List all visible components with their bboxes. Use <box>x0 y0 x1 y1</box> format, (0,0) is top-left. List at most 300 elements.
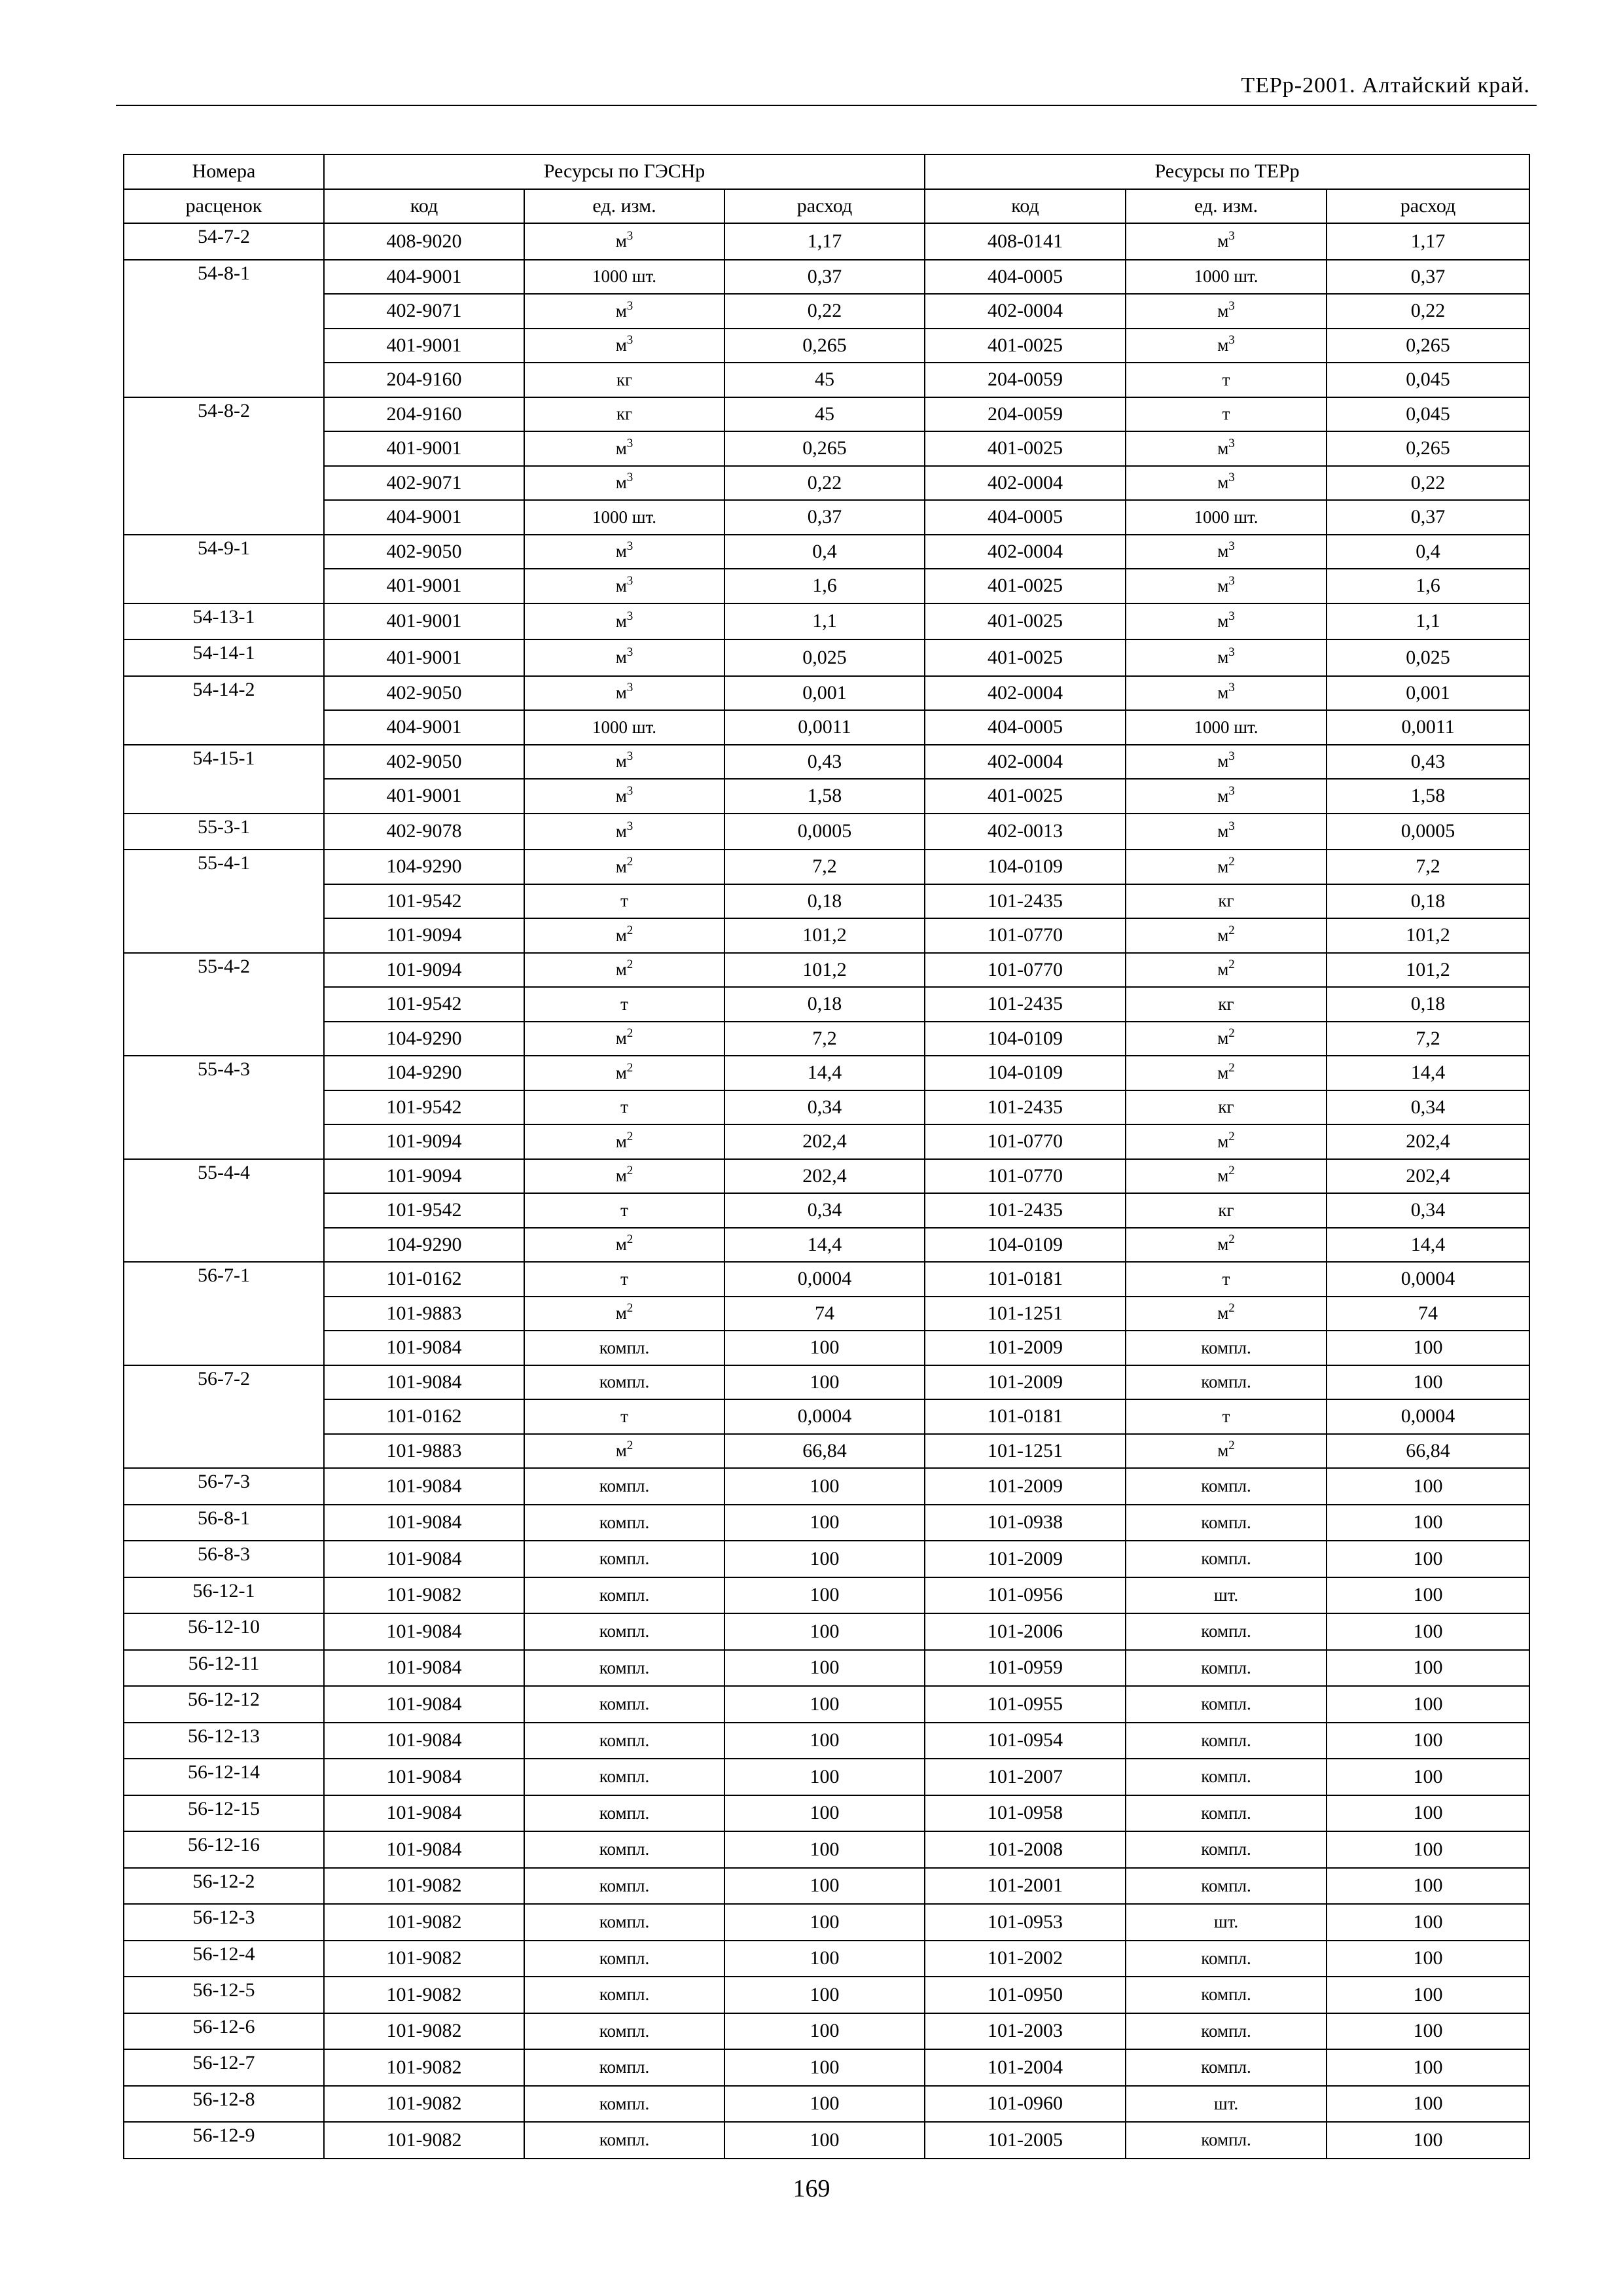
gesn-qty-cell: 0,37 <box>724 260 925 295</box>
ter-unit-cell: $м^2$ <box>1126 850 1327 884</box>
gesn-qty-cell: 100 <box>724 1650 925 1687</box>
ter-qty-cell: 100 <box>1327 2086 1529 2123</box>
ter-code-cell: 204-0059 <box>925 363 1126 397</box>
table-row <box>124 1228 1529 1263</box>
table-header <box>124 154 1529 223</box>
ter-code-cell: 101-0959 <box>925 1650 1126 1687</box>
gesn-unit-cell: компл. <box>524 2013 724 2050</box>
ter-code-cell: 401-0025 <box>925 569 1126 603</box>
gesn-qty-cell: 100 <box>724 1505 925 1541</box>
gesn-code-cell: 101-9542 <box>324 1090 524 1125</box>
ter-unit-cell: компл. <box>1126 1795 1327 1832</box>
gesn-unit-cell: $м^3$ <box>524 676 724 711</box>
gesn-code-cell: 104-9290 <box>324 850 524 884</box>
gesn-qty-cell: 100 <box>724 2086 925 2123</box>
gesn-code-cell: 404-9001 <box>324 500 524 535</box>
gesn-qty-cell: 100 <box>724 1759 925 1795</box>
gesn-qty-cell: 100 <box>724 1795 925 1832</box>
gesn-code-cell: 104-9290 <box>324 1022 524 1056</box>
ter-unit-cell: компл. <box>1126 1650 1327 1687</box>
gesn-qty-cell: 0,265 <box>724 431 925 466</box>
ter-unit-cell: $м^2$ <box>1126 953 1327 988</box>
ter-unit-cell: т <box>1126 363 1327 397</box>
rate-number-cell: 54-13-1 <box>124 603 324 640</box>
gesn-qty-cell: 14,4 <box>724 1056 925 1090</box>
ter-code-cell: 402-0004 <box>925 535 1126 569</box>
gesn-qty-cell: 101,2 <box>724 953 925 988</box>
rate-number-cell: 56-12-7 <box>124 2049 324 2086</box>
ter-qty-cell: 100 <box>1327 1613 1529 1650</box>
table-row <box>124 1977 1529 2013</box>
table-row <box>124 1297 1529 1331</box>
gesn-code-cell: 404-9001 <box>324 710 524 745</box>
rate-number-cell: 55-4-1 <box>124 850 324 953</box>
rate-number-header-bottom: расценок <box>124 189 324 224</box>
table-row <box>124 1262 1529 1297</box>
gesn-unit-cell: компл. <box>524 2086 724 2123</box>
gesn-qty-cell: 100 <box>724 1541 925 1577</box>
ter-code-cell: 404-0005 <box>925 260 1126 295</box>
ter-unit-cell: $м^3$ <box>1126 814 1327 850</box>
gesn-unit-cell: компл. <box>524 1505 724 1541</box>
gesn-code-cell: 402-9071 <box>324 466 524 501</box>
ter-code-cell: 401-0025 <box>925 329 1126 363</box>
gesn-qty-cell: 14,4 <box>724 1228 925 1263</box>
ter-code-cell: 402-0004 <box>925 466 1126 501</box>
gesn-code-header: код <box>324 189 524 224</box>
gesn-unit-cell: компл. <box>524 1831 724 1868</box>
gesn-unit-cell: компл. <box>524 2122 724 2159</box>
running-header: ТЕРр-2001. Алтайский край. <box>1241 73 1530 98</box>
gesn-group-header: Ресурсы по ГЭСНр <box>324 154 925 189</box>
ter-code-cell: 104-0109 <box>925 850 1126 884</box>
ter-unit-cell: т <box>1126 1399 1327 1434</box>
table-row <box>124 1650 1529 1687</box>
ter-code-cell: 101-0954 <box>925 1723 1126 1759</box>
gesn-code-cell: 402-9050 <box>324 745 524 780</box>
ter-code-cell: 401-0025 <box>925 431 1126 466</box>
gesn-qty-cell: 0,0011 <box>724 710 925 745</box>
table-row <box>124 918 1529 953</box>
gesn-unit-cell: т <box>524 987 724 1022</box>
gesn-qty-cell: 0,34 <box>724 1090 925 1125</box>
rate-number-cell: 56-12-9 <box>124 2122 324 2159</box>
gesn-unit-cell: $м^2$ <box>524 1434 724 1469</box>
ter-qty-cell: 100 <box>1327 1904 1529 1941</box>
rate-number-cell: 56-12-8 <box>124 2086 324 2123</box>
gesn-qty-cell: 0,18 <box>724 884 925 919</box>
gesn-unit-cell: 1000 шт. <box>524 260 724 295</box>
gesn-code-cell: 101-9094 <box>324 918 524 953</box>
table-row <box>124 603 1529 640</box>
ter-unit-cell: $м^3$ <box>1126 294 1327 329</box>
gesn-unit-cell: компл. <box>524 1686 724 1723</box>
ter-qty-cell: 101,2 <box>1327 953 1529 988</box>
gesn-code-cell: 101-9082 <box>324 2049 524 2086</box>
table-row <box>124 1541 1529 1577</box>
ter-unit-cell: кг <box>1126 884 1327 919</box>
gesn-code-cell: 101-9082 <box>324 2086 524 2123</box>
gesn-unit-cell: $м^3$ <box>524 466 724 501</box>
ter-qty-cell: 0,045 <box>1327 397 1529 432</box>
ter-code-cell: 402-0013 <box>925 814 1126 850</box>
gesn-unit-cell: $м^3$ <box>524 294 724 329</box>
gesn-qty-cell: 0,001 <box>724 676 925 711</box>
table-row <box>124 1795 1529 1832</box>
ter-unit-cell: т <box>1126 397 1327 432</box>
gesn-unit-cell: $м^2$ <box>524 1297 724 1331</box>
ter-code-cell: 104-0109 <box>925 1056 1126 1090</box>
ter-qty-cell: 100 <box>1327 1541 1529 1577</box>
gesn-qty-cell: 0,0004 <box>724 1399 925 1434</box>
gesn-unit-cell: $м^3$ <box>524 431 724 466</box>
ter-qty-cell: 1,6 <box>1327 569 1529 603</box>
gesn-qty-cell: 0,0005 <box>724 814 925 850</box>
gesn-code-cell: 101-9084 <box>324 1541 524 1577</box>
ter-code-cell: 101-1251 <box>925 1297 1126 1331</box>
ter-qty-cell: 0,0004 <box>1327 1262 1529 1297</box>
gesn-unit-cell: компл. <box>524 2049 724 2086</box>
table-row <box>124 500 1529 535</box>
ter-qty-cell: 0,18 <box>1327 987 1529 1022</box>
gesn-code-cell: 401-9001 <box>324 779 524 814</box>
gesn-code-cell: 101-9883 <box>324 1297 524 1331</box>
ter-qty-cell: 0,34 <box>1327 1193 1529 1228</box>
ter-code-cell: 402-0004 <box>925 676 1126 711</box>
gesn-code-cell: 101-9094 <box>324 953 524 988</box>
gesn-qty-cell: 202,4 <box>724 1159 925 1194</box>
ter-code-cell: 101-2006 <box>925 1613 1126 1650</box>
gesn-unit-cell: компл. <box>524 1577 724 1614</box>
ter-code-cell: 401-0025 <box>925 779 1126 814</box>
gesn-unit-cell: $м^2$ <box>524 1124 724 1159</box>
rate-number-cell: 56-12-12 <box>124 1686 324 1723</box>
ter-qty-cell: 0,34 <box>1327 1090 1529 1125</box>
rate-number-cell: 56-12-6 <box>124 2013 324 2050</box>
ter-code-cell: 101-2009 <box>925 1468 1126 1505</box>
ter-qty-cell: 0,265 <box>1327 329 1529 363</box>
gesn-qty-cell: 0,43 <box>724 745 925 780</box>
gesn-unit-cell: $м^3$ <box>524 329 724 363</box>
table-row <box>124 2013 1529 2050</box>
ter-qty-cell: 100 <box>1327 1650 1529 1687</box>
rate-number-cell: 56-7-3 <box>124 1468 324 1505</box>
rate-number-cell: 56-7-1 <box>124 1262 324 1365</box>
gesn-unit-cell: компл. <box>524 1904 724 1941</box>
table-row <box>124 1365 1529 1400</box>
ter-unit-cell: $м^3$ <box>1126 745 1327 780</box>
ter-unit-cell: $м^3$ <box>1126 535 1327 569</box>
rate-number-cell: 56-12-1 <box>124 1577 324 1614</box>
gesn-qty-cell: 100 <box>724 1577 925 1614</box>
gesn-code-cell: 101-9084 <box>324 1650 524 1687</box>
ter-code-cell: 401-0025 <box>925 639 1126 676</box>
table-row <box>124 710 1529 745</box>
rate-number-cell: 54-8-2 <box>124 397 324 535</box>
ter-qty-cell: 1,17 <box>1327 223 1529 260</box>
gesn-unit-cell: 1000 шт. <box>524 710 724 745</box>
rate-number-cell: 54-14-2 <box>124 676 324 745</box>
ter-unit-cell: кг <box>1126 1090 1327 1125</box>
gesn-code-cell: 101-9094 <box>324 1124 524 1159</box>
ter-unit-cell: компл. <box>1126 2049 1327 2086</box>
ter-code-cell: 402-0004 <box>925 745 1126 780</box>
gesn-qty-cell: 100 <box>724 1868 925 1905</box>
ter-unit-cell: $м^2$ <box>1126 1022 1327 1056</box>
ter-unit-cell: 1000 шт. <box>1126 710 1327 745</box>
gesn-qty-cell: 45 <box>724 397 925 432</box>
gesn-unit-cell: т <box>524 1090 724 1125</box>
table-row <box>124 329 1529 363</box>
gesn-unit-cell: компл. <box>524 1365 724 1400</box>
ter-unit-cell: $м^2$ <box>1126 1056 1327 1090</box>
ter-code-cell: 101-0953 <box>925 1904 1126 1941</box>
ter-qty-cell: 100 <box>1327 1686 1529 1723</box>
gesn-code-cell: 101-9082 <box>324 1577 524 1614</box>
ter-unit-cell: компл. <box>1126 1686 1327 1723</box>
gesn-code-cell: 101-9084 <box>324 1505 524 1541</box>
table-row <box>124 1904 1529 1941</box>
gesn-code-cell: 402-9071 <box>324 294 524 329</box>
ter-unit-cell: $м^3$ <box>1126 676 1327 711</box>
gesn-unit-cell: $м^2$ <box>524 1228 724 1263</box>
ter-code-cell: 101-2009 <box>925 1365 1126 1400</box>
rate-number-cell: 56-12-16 <box>124 1831 324 1868</box>
table-row <box>124 431 1529 466</box>
rate-number-cell: 56-12-10 <box>124 1613 324 1650</box>
table-row <box>124 2122 1529 2159</box>
table-row <box>124 1613 1529 1650</box>
table-row <box>124 1124 1529 1159</box>
ter-qty-cell: 0,22 <box>1327 466 1529 501</box>
table-row <box>124 2086 1529 2123</box>
ter-qty-cell: 0,0005 <box>1327 814 1529 850</box>
ter-qty-cell: 0,265 <box>1327 431 1529 466</box>
ter-qty-cell: 100 <box>1327 1505 1529 1541</box>
ter-qty-cell: 74 <box>1327 1297 1529 1331</box>
ter-code-cell: 101-2435 <box>925 987 1126 1022</box>
ter-unit-cell: $м^3$ <box>1126 466 1327 501</box>
gesn-qty-cell: 0,18 <box>724 987 925 1022</box>
gesn-unit-cell: $м^3$ <box>524 814 724 850</box>
ter-code-cell: 101-0950 <box>925 1977 1126 2013</box>
ter-unit-cell: компл. <box>1126 1941 1327 1977</box>
ter-qty-cell: 100 <box>1327 1577 1529 1614</box>
table-row <box>124 676 1529 711</box>
ter-code-cell: 101-0770 <box>925 1124 1126 1159</box>
ter-qty-cell: 100 <box>1327 1831 1529 1868</box>
table-row <box>124 1022 1529 1056</box>
gesn-unit-cell: т <box>524 1262 724 1297</box>
ter-unit-cell: шт. <box>1126 1904 1327 1941</box>
gesn-unit-cell: компл. <box>524 1795 724 1832</box>
gesn-qty-cell: 101,2 <box>724 918 925 953</box>
gesn-code-cell: 101-9542 <box>324 884 524 919</box>
gesn-qty-cell: 100 <box>724 1904 925 1941</box>
ter-unit-cell: $м^3$ <box>1126 639 1327 676</box>
ter-code-cell: 101-0181 <box>925 1399 1126 1434</box>
gesn-qty-cell: 45 <box>724 363 925 397</box>
ter-unit-cell: $м^3$ <box>1126 779 1327 814</box>
ter-unit-cell: $м^2$ <box>1126 1228 1327 1263</box>
gesn-code-cell: 404-9001 <box>324 260 524 295</box>
ter-qty-cell: 100 <box>1327 1977 1529 2013</box>
gesn-unit-cell: кг <box>524 397 724 432</box>
ter-code-cell: 101-0181 <box>925 1262 1126 1297</box>
ter-unit-cell: $м^2$ <box>1126 1297 1327 1331</box>
rate-number-header-top: Номера <box>124 154 324 189</box>
ter-qty-header: расход <box>1327 189 1529 224</box>
gesn-qty-cell: 74 <box>724 1297 925 1331</box>
gesn-unit-cell: $м^3$ <box>524 779 724 814</box>
ter-qty-cell: 7,2 <box>1327 850 1529 884</box>
ter-code-cell: 101-0770 <box>925 953 1126 988</box>
ter-code-cell: 101-2435 <box>925 1193 1126 1228</box>
gesn-unit-cell: компл. <box>524 1650 724 1687</box>
gesn-qty-cell: 100 <box>724 1686 925 1723</box>
gesn-unit-cell: $м^3$ <box>524 223 724 260</box>
ter-code-cell: 401-0025 <box>925 603 1126 640</box>
ter-qty-cell: 100 <box>1327 1795 1529 1832</box>
gesn-code-cell: 101-9082 <box>324 1904 524 1941</box>
gesn-qty-cell: 0,0004 <box>724 1262 925 1297</box>
gesn-qty-cell: 7,2 <box>724 1022 925 1056</box>
gesn-qty-cell: 0,34 <box>724 1193 925 1228</box>
gesn-unit-cell: компл. <box>524 1613 724 1650</box>
ter-code-cell: 101-2005 <box>925 2122 1126 2159</box>
ter-code-header: код <box>925 189 1126 224</box>
rate-number-cell: 56-7-2 <box>124 1365 324 1469</box>
gesn-code-cell: 101-9084 <box>324 1686 524 1723</box>
gesn-qty-cell: 100 <box>724 1331 925 1365</box>
gesn-unit-cell: компл. <box>524 1541 724 1577</box>
ter-unit-cell: кг <box>1126 1193 1327 1228</box>
gesn-qty-cell: 0,4 <box>724 535 925 569</box>
ter-unit-cell: $м^2$ <box>1126 918 1327 953</box>
ter-code-cell: 101-2004 <box>925 2049 1126 2086</box>
rate-number-cell: 56-12-5 <box>124 1977 324 2013</box>
gesn-code-cell: 101-0162 <box>324 1399 524 1434</box>
gesn-code-cell: 402-9050 <box>324 535 524 569</box>
gesn-unit-cell: компл. <box>524 1759 724 1795</box>
ter-code-cell: 101-1251 <box>925 1434 1126 1469</box>
ter-code-cell: 101-2001 <box>925 1868 1126 1905</box>
table-row <box>124 1723 1529 1759</box>
table-row <box>124 363 1529 397</box>
gesn-unit-cell: компл. <box>524 1941 724 1977</box>
rate-number-cell: 56-12-2 <box>124 1868 324 1905</box>
ter-code-cell: 408-0141 <box>925 223 1126 260</box>
gesn-qty-cell: 100 <box>724 1468 925 1505</box>
ter-code-cell: 204-0059 <box>925 397 1126 432</box>
table-row <box>124 1399 1529 1434</box>
ter-code-cell: 404-0005 <box>925 500 1126 535</box>
ter-qty-cell: 0,0004 <box>1327 1399 1529 1434</box>
gesn-unit-cell: $м^3$ <box>524 569 724 603</box>
rate-number-cell: 56-12-11 <box>124 1650 324 1687</box>
table-row <box>124 850 1529 884</box>
ter-qty-cell: 100 <box>1327 2122 1529 2159</box>
ter-qty-cell: 100 <box>1327 1468 1529 1505</box>
gesn-code-cell: 101-9084 <box>324 1468 524 1505</box>
table-row <box>124 1090 1529 1125</box>
gesn-unit-cell: компл. <box>524 1977 724 2013</box>
gesn-code-cell: 101-9082 <box>324 2013 524 2050</box>
ter-qty-cell: 100 <box>1327 2049 1529 2086</box>
ter-group-header: Ресурсы по ТЕРр <box>925 154 1529 189</box>
gesn-qty-cell: 100 <box>724 2013 925 2050</box>
page-number: 169 <box>793 2175 830 2202</box>
gesn-unit-cell: компл. <box>524 1331 724 1365</box>
ter-unit-cell: $м^2$ <box>1126 1124 1327 1159</box>
rate-number-cell: 56-8-3 <box>124 1541 324 1577</box>
gesn-code-cell: 101-9084 <box>324 1759 524 1795</box>
ter-qty-cell: 14,4 <box>1327 1228 1529 1263</box>
ter-code-cell: 404-0005 <box>925 710 1126 745</box>
ter-qty-cell: 0,4 <box>1327 535 1529 569</box>
ter-qty-cell: 66,84 <box>1327 1434 1529 1469</box>
ter-code-cell: 101-2435 <box>925 884 1126 919</box>
rate-number-cell: 54-9-1 <box>124 535 324 603</box>
gesn-unit-cell: $м^2$ <box>524 1056 724 1090</box>
gesn-qty-cell: 0,22 <box>724 294 925 329</box>
gesn-code-cell: 402-9050 <box>324 676 524 711</box>
table-row <box>124 1686 1529 1723</box>
ter-unit-cell: $м^3$ <box>1126 603 1327 640</box>
gesn-unit-cell: $м^3$ <box>524 535 724 569</box>
gesn-qty-cell: 1,17 <box>724 223 925 260</box>
table-row <box>124 1505 1529 1541</box>
rate-number-cell: 55-4-2 <box>124 953 324 1056</box>
ter-code-cell: 101-2008 <box>925 1831 1126 1868</box>
gesn-code-cell: 401-9001 <box>324 329 524 363</box>
table-row <box>124 2049 1529 2086</box>
ter-code-cell: 101-2003 <box>925 2013 1126 2050</box>
table-row <box>124 260 1529 295</box>
gesn-unit-cell: $м^2$ <box>524 850 724 884</box>
table-row <box>124 1941 1529 1977</box>
table-row <box>124 466 1529 501</box>
ter-unit-cell: компл. <box>1126 1831 1327 1868</box>
gesn-unit-cell: т <box>524 884 724 919</box>
gesn-code-cell: 101-9084 <box>324 1831 524 1868</box>
gesn-code-cell: 101-9883 <box>324 1434 524 1469</box>
gesn-code-cell: 401-9001 <box>324 569 524 603</box>
gesn-unit-cell: $м^2$ <box>524 1022 724 1056</box>
ter-unit-cell: 1000 шт. <box>1126 500 1327 535</box>
gesn-code-cell: 101-9082 <box>324 2122 524 2159</box>
table-row <box>124 953 1529 988</box>
gesn-unit-cell: $м^3$ <box>524 603 724 640</box>
gesn-unit-cell: 1000 шт. <box>524 500 724 535</box>
ter-unit-cell: $м^3$ <box>1126 223 1327 260</box>
gesn-qty-cell: 0,37 <box>724 500 925 535</box>
ter-qty-cell: 1,58 <box>1327 779 1529 814</box>
gesn-qty-cell: 100 <box>724 1831 925 1868</box>
gesn-qty-cell: 202,4 <box>724 1124 925 1159</box>
table-row <box>124 535 1529 569</box>
gesn-unit-header: ед. изм. <box>524 189 724 224</box>
gesn-unit-cell: компл. <box>524 1723 724 1759</box>
ter-code-cell: 101-0770 <box>925 1159 1126 1194</box>
ter-qty-cell: 0,025 <box>1327 639 1529 676</box>
ter-qty-cell: 0,045 <box>1327 363 1529 397</box>
rate-number-cell: 54-15-1 <box>124 745 324 814</box>
gesn-code-cell: 402-9078 <box>324 814 524 850</box>
ter-unit-cell: компл. <box>1126 2122 1327 2159</box>
ter-qty-cell: 14,4 <box>1327 1056 1529 1090</box>
gesn-code-cell: 401-9001 <box>324 431 524 466</box>
